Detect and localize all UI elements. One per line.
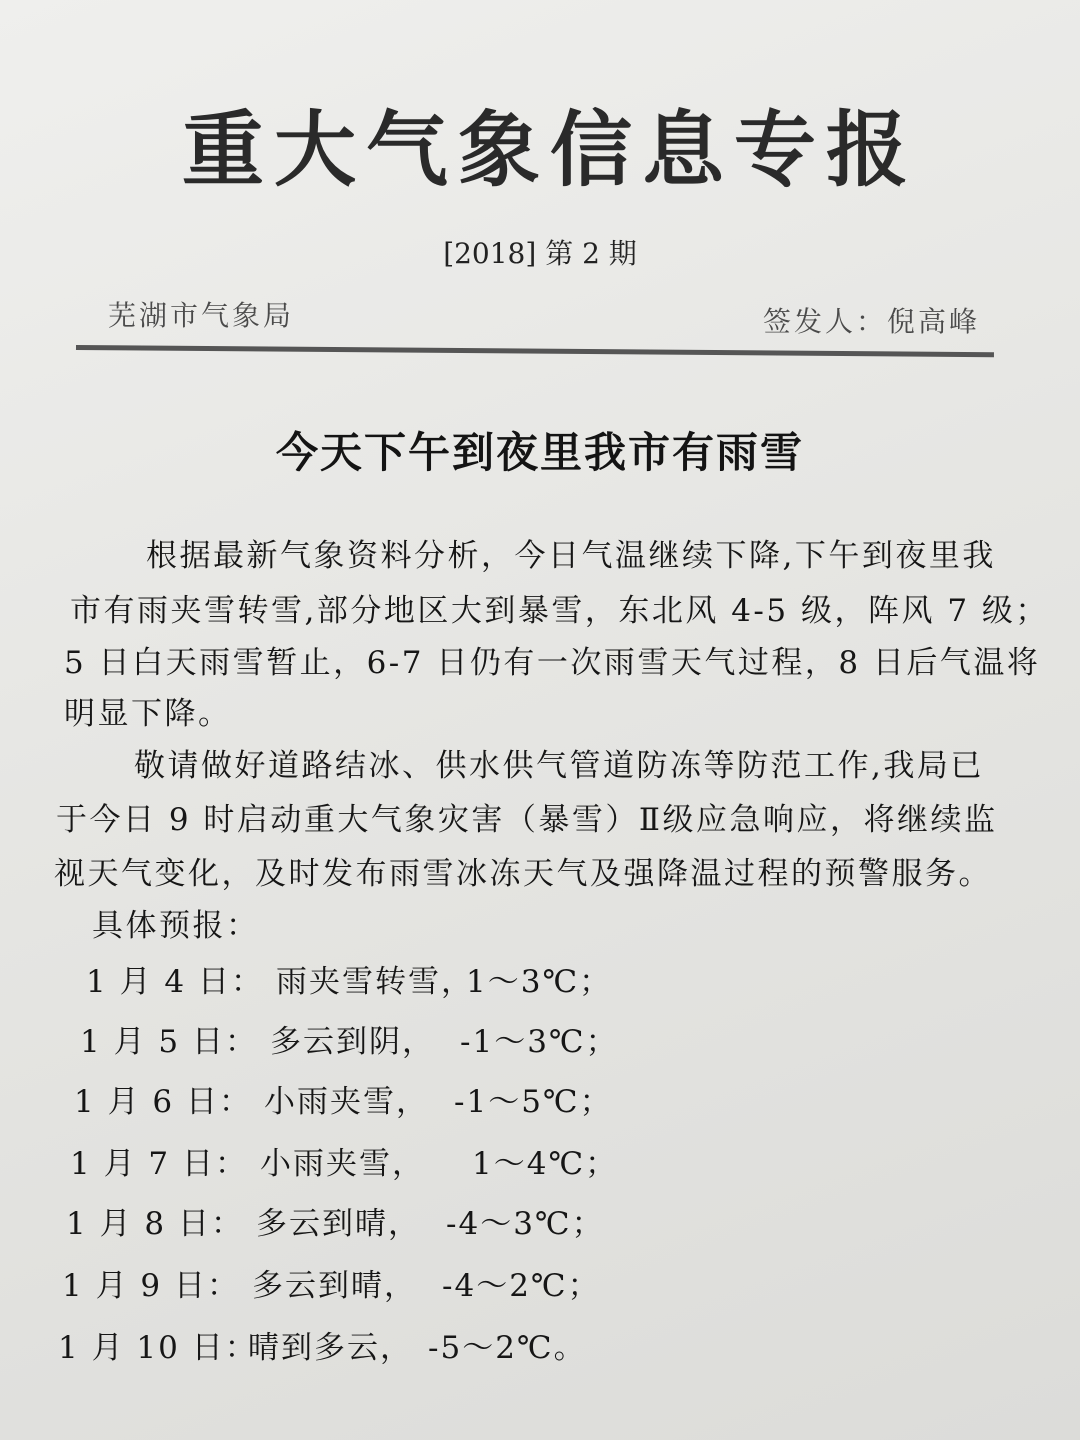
masthead-title: 重大气象信息专报 — [181, 103, 918, 198]
paragraph-2-line: 于今日 9 时启动重大气象灾害（暴雪）Ⅱ级应急响应，将继续监 — [56, 802, 998, 838]
forecast-weather: 雨夹雪转雪， — [276, 964, 474, 1000]
paragraph-1-line: 市有雨夹雪转雪,部分地区大到暴雪，东北风 4-5 级，阵风 7 级； — [70, 593, 1049, 629]
forecast-row — [74, 1076, 613, 1121]
forecast-date: 1 月 10 日： — [58, 1330, 258, 1366]
forecast-date: 1 月 8 日： — [66, 1206, 245, 1242]
forecast-weather: 多云到阴， — [270, 1024, 435, 1060]
forecast-date: 1 月 7 日： — [70, 1146, 249, 1182]
report-headline: 今天下午到夜里我市有雨雪 — [275, 428, 804, 477]
forecast-row — [70, 1138, 618, 1183]
forecast-weather: 多云到晴， — [252, 1268, 417, 1304]
forecast-label: 具体预报： — [92, 908, 260, 944]
forecast-row — [62, 1260, 601, 1305]
forecast-row — [86, 956, 612, 1001]
forecast-date: 1 月 4 日： — [86, 964, 265, 1000]
forecast-row — [66, 1198, 605, 1243]
issuing-agency: 芜湖市气象局 — [108, 299, 295, 332]
forecast-temperature: -4～2℃； — [442, 1268, 601, 1304]
forecast-row — [80, 1016, 619, 1061]
forecast-temperature: 1～3℃； — [466, 964, 613, 1000]
issue-number: [2018] 第 2 期 — [443, 237, 637, 270]
forecast-temperature: -1～3℃； — [460, 1024, 619, 1060]
forecast-date: 1 月 6 日： — [74, 1084, 253, 1120]
forecast-temperature: -4～3℃； — [446, 1206, 605, 1242]
forecast-temperature: -1～5℃； — [454, 1084, 613, 1120]
forecast-date: 1 月 9 日： — [62, 1268, 241, 1304]
header-divider — [76, 345, 994, 357]
paragraph-1-line: 明显下降。 — [64, 696, 232, 732]
paragraph-2-line: 敬请做好道路结冰、供水供气管道防冻等防范工作,我局已 — [134, 748, 984, 784]
paragraph-1-line: 根据最新气象资料分析，今日气温继续下降,下午到夜里我 — [146, 538, 996, 574]
forecast-weather: 多云到晴， — [256, 1206, 421, 1242]
forecast-weather: 小雨夹雪， — [264, 1084, 429, 1120]
paragraph-1-line: 5 日白天雨雪暂止，6-7 日仍有一次雨雪天气过程，8 日后气温将 — [64, 645, 1041, 681]
forecast-weather: 小雨夹雪， — [260, 1146, 425, 1182]
forecast-row — [58, 1322, 587, 1367]
issuer-signature-line: 签发人：倪高峰 — [762, 305, 980, 338]
forecast-date: 1 月 5 日： — [80, 1024, 259, 1060]
forecast-weather: 晴到多云， — [248, 1330, 413, 1366]
paragraph-2-line: 视天气变化，及时发布雨雪冰冻天气及强降温过程的预警服务。 — [54, 856, 992, 892]
forecast-temperature: 1～4℃； — [472, 1146, 619, 1182]
forecast-temperature: -5～2℃。 — [428, 1330, 587, 1366]
